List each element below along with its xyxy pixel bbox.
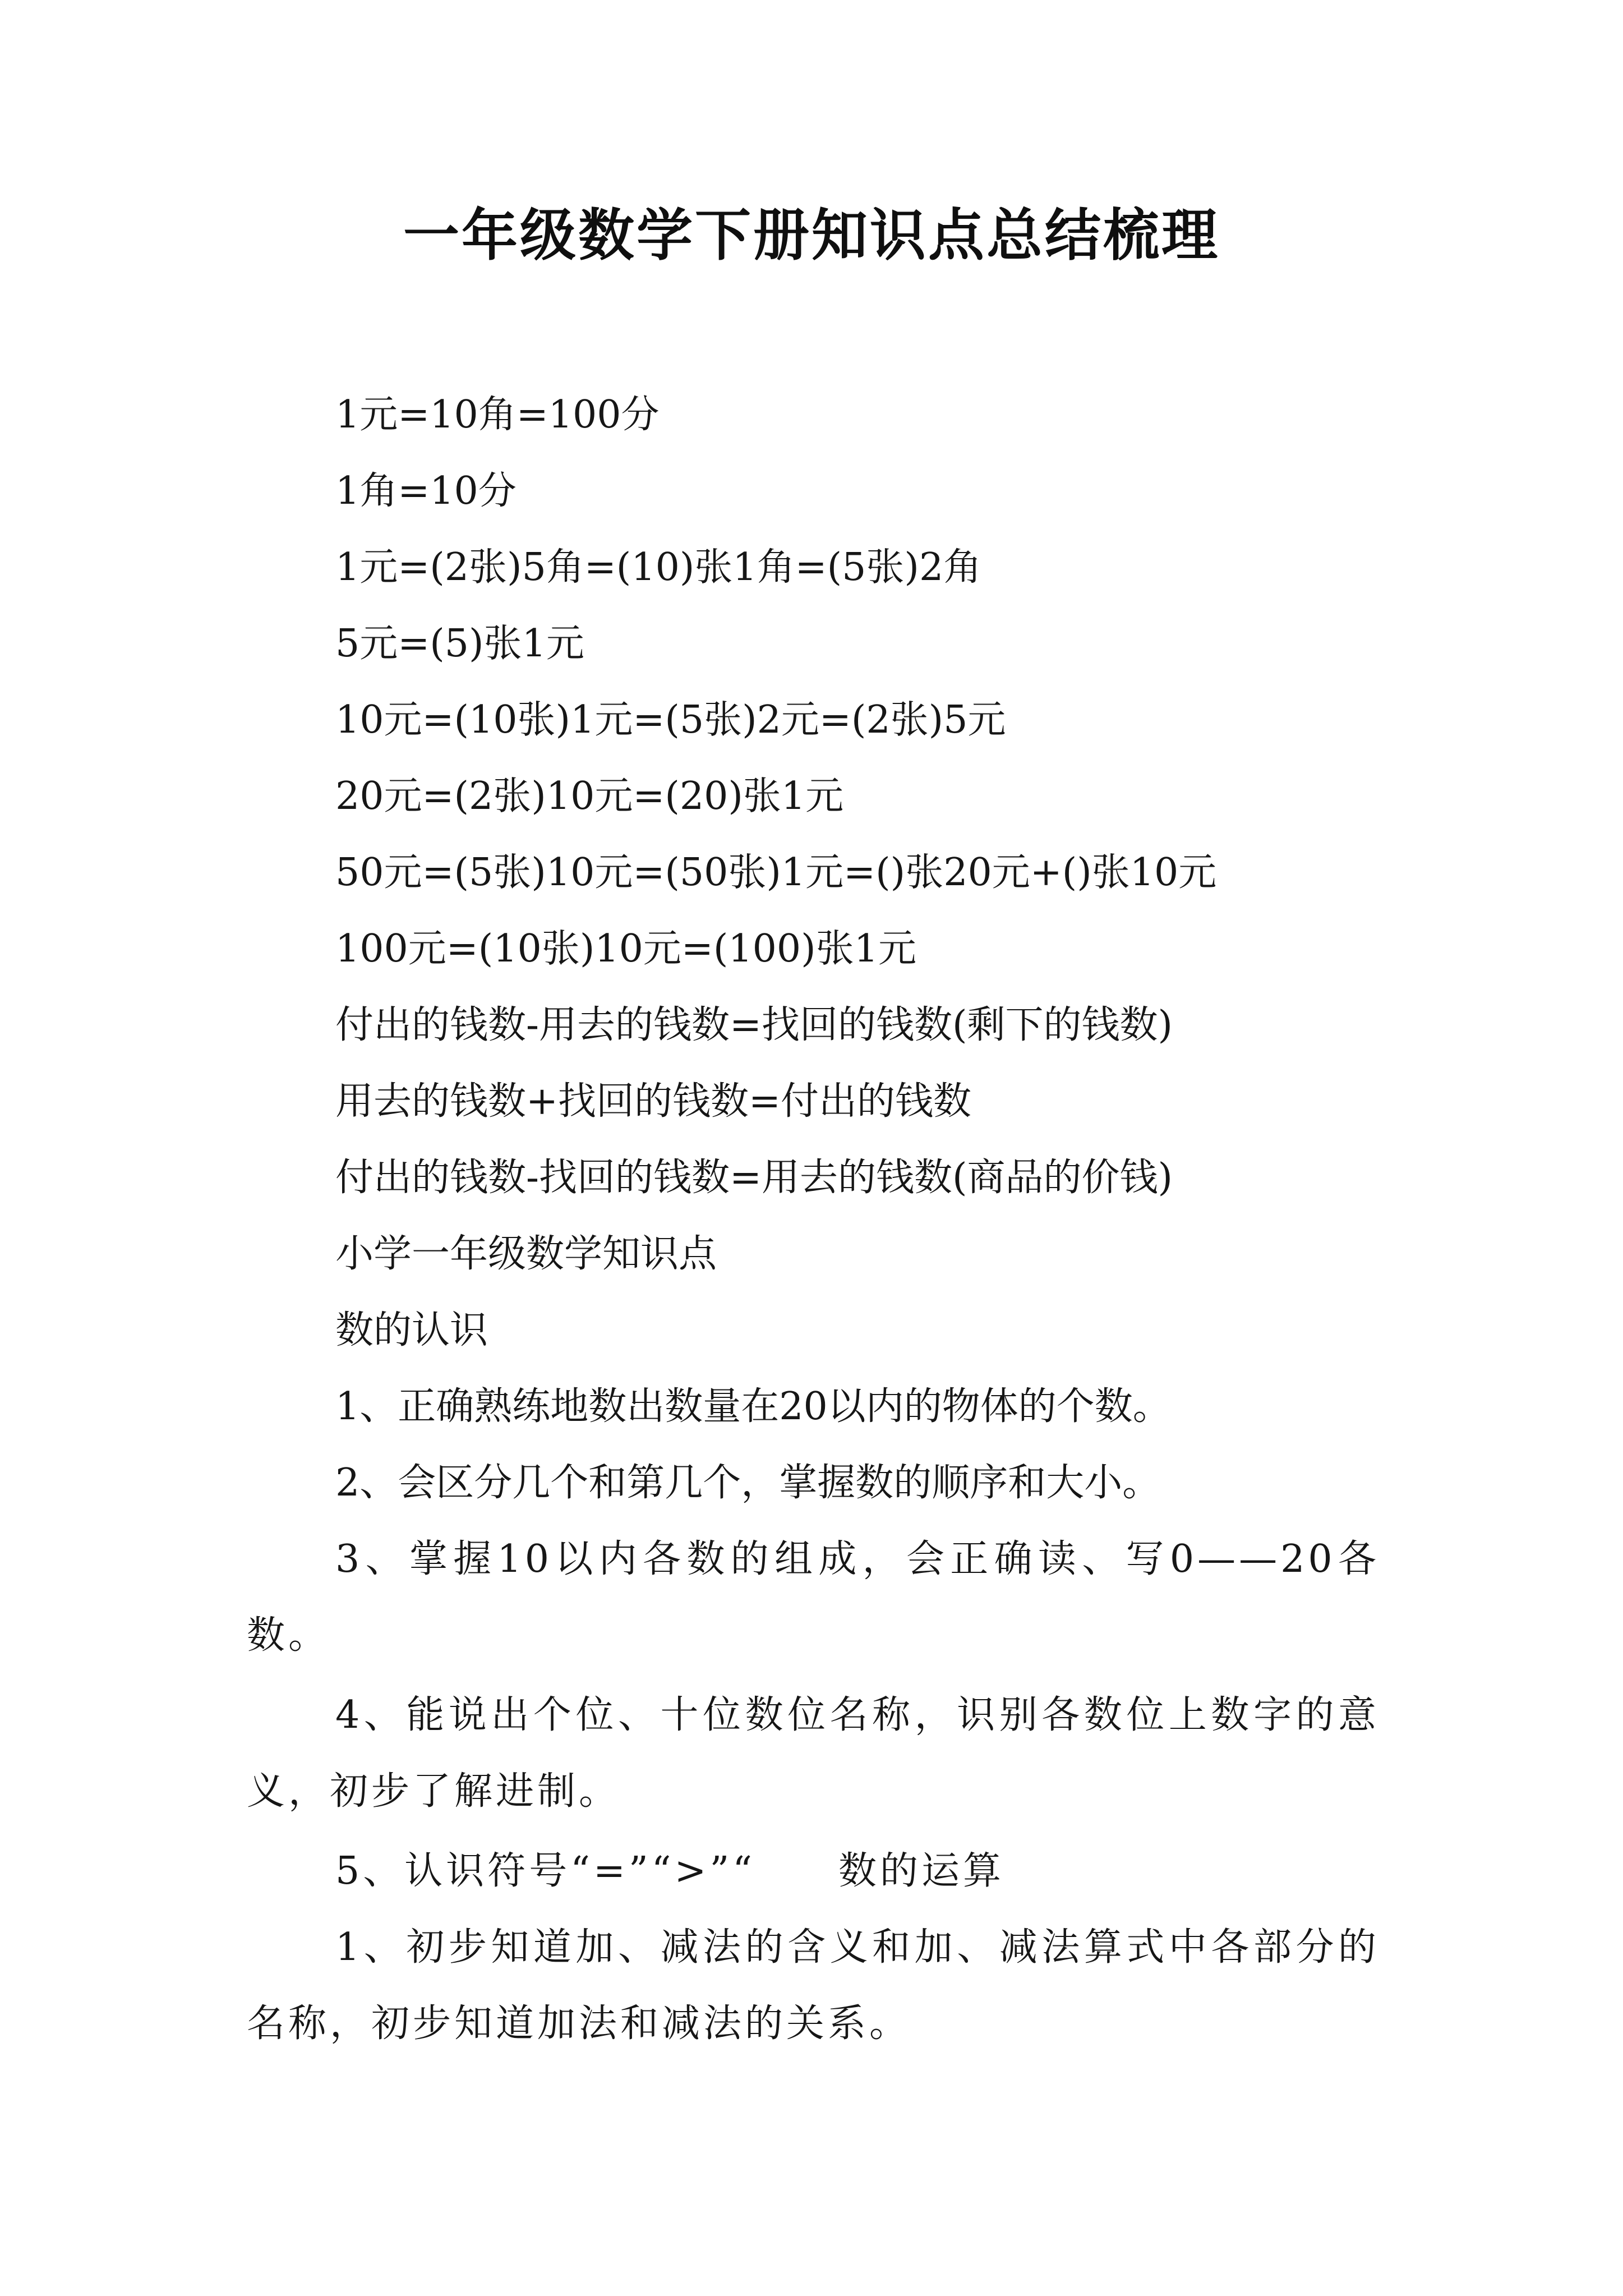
section-heading: 数的认识 xyxy=(335,1308,488,1352)
list-item-paragraph: 1、初步知道加、减法的含义和加、减法算式中各部分的名称，初步知道加法和减法的关系。 xyxy=(247,1925,1380,2046)
text-line: 付出的钱数-用去的钱数=找回的钱数(剩下的钱数) xyxy=(335,1003,1173,1047)
list-item-paragraph: 5、认识符号“=”“>”“ 数的运算 xyxy=(335,1849,1005,1893)
section-heading: 小学一年级数学知识点 xyxy=(335,1232,717,1276)
list-item: 1、正确熟练地数出数量在20以内的物体的个数。 xyxy=(335,1384,1171,1429)
text-line: 用去的钱数+找回的钱数=付出的钱数 xyxy=(335,1079,971,1124)
text-line: 付出的钱数-找回的钱数=用去的钱数(商品的价钱) xyxy=(335,1156,1173,1200)
text-line: 100元=(10张)10元=(100)张1元 xyxy=(335,927,916,971)
list-item-paragraph: 4、能说出个位、十位数位名称，识别各数位上数字的意义，初步了解进制。 xyxy=(247,1693,1380,1814)
text-line: 5元=(5)张1元 xyxy=(335,622,584,666)
text-line: 1角=10分 xyxy=(335,469,517,513)
text-line: 10元=(10张)1元=(5张)2元=(2张)5元 xyxy=(335,698,1006,742)
text-line: 1元=10角=100分 xyxy=(335,393,660,437)
list-item: 2、会区分几个和第几个，掌握数的顺序和大小。 xyxy=(335,1461,1161,1505)
page-title: 一年级数学下册知识点总结梳理 xyxy=(403,203,1220,268)
text-line: 20元=(2张)10元=(20)张1元 xyxy=(335,774,844,818)
text-line: 50元=(5张)10元=(50张)1元=()张20元+()张10元 xyxy=(335,850,1217,895)
text-line: 1元=(2张)5角=(10)张1角=(5张)2角 xyxy=(335,545,982,590)
list-item-paragraph: 3、掌握10以内各数的组成，会正确读、写0——20各数。 xyxy=(247,1537,1380,1658)
